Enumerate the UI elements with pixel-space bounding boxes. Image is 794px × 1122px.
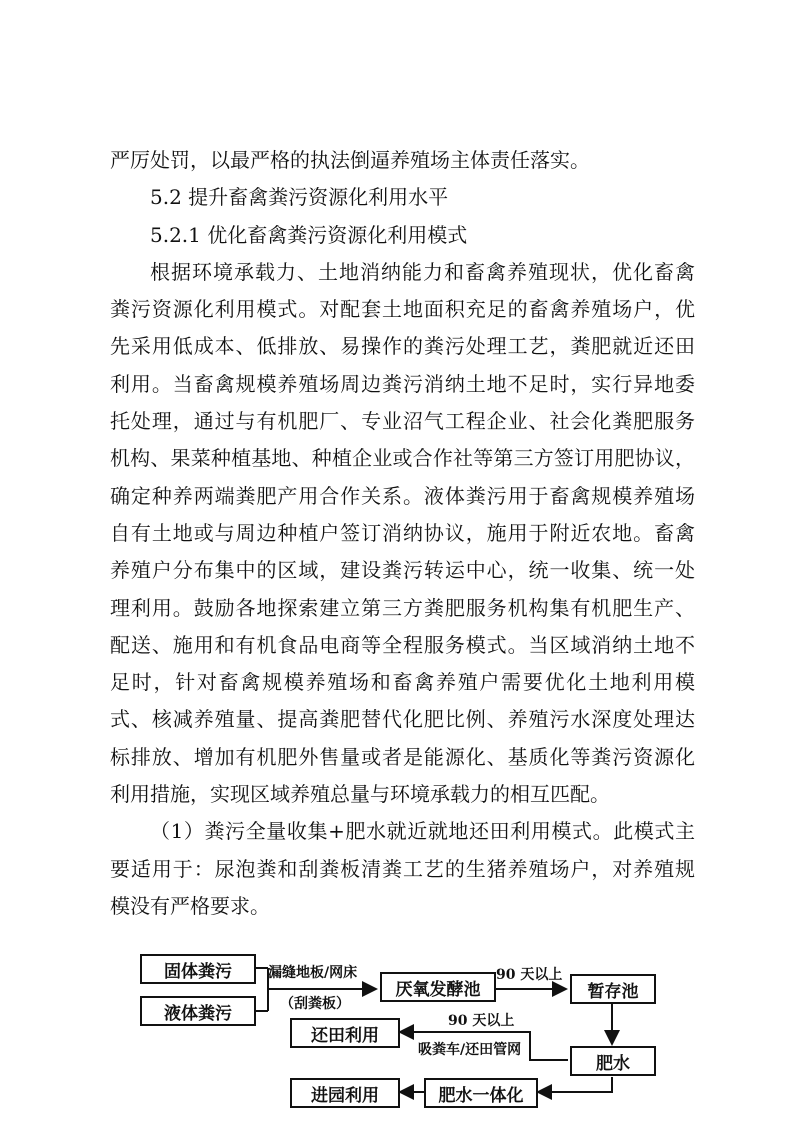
text-line: 配送、施用和有机食品电商等全程服务模式。当区域消纳土地不 [110, 632, 695, 657]
edge-label-scraper: （刮粪板） [280, 996, 350, 1012]
edge-label-truck: 吸粪车/还田管网 [418, 1042, 522, 1058]
text-line: 机构、果菜种植基地、种植企业或合作社等第三方签订用肥协议， [110, 446, 695, 471]
body-text [110, 142, 695, 925]
text-line: 要适用于：尿泡粪和刮粪板清粪工艺的生猪养殖场户，对养殖规 [110, 856, 695, 881]
text-line: 式、核减养殖量、提高粪肥替代化肥比例、养殖污水深度处理达 [110, 707, 695, 732]
text-line: 理利用。鼓励各地探索建立第三方粪肥服务机构集有机肥生产、 [110, 595, 695, 620]
text-line: 养殖户分布集中的区域，建设粪污转运中心，统一收集、统一处 [110, 558, 695, 583]
text-line: 先采用低成本、低排放、易操作的粪污处理工艺，粪肥就近还田 [110, 334, 695, 359]
arrow-to-integration [538, 1077, 612, 1092]
text-line: 严厉处罚，以最严格的执法倒逼养殖场主体责任落实。 [110, 148, 590, 172]
text-line: 托处理，通过与有机肥厂、专业沼气工程企业、社会化粪肥服务 [110, 409, 695, 434]
edge-label-floor: 漏缝地板/网床 [268, 965, 358, 981]
liquid-waste-box: 液体粪污 [140, 996, 256, 1026]
text-line: 利用。当畜禽规模养殖场周边粪污消纳土地不足时，实行异地委 [110, 371, 695, 396]
text-line: 模没有严格要求。 [110, 893, 270, 918]
text-line: 标排放、增加有机肥外售量或者是能源化、基质化等粪污资源化 [110, 744, 695, 769]
flowchart [0, 940, 794, 1122]
text-line: 根据环境承载力、土地消纳能力和畜禽养殖现状，优化畜禽 [150, 259, 695, 284]
integration-box: 肥水一体化 [424, 1078, 538, 1108]
edge-label-90-days-a: 90 天以上 [496, 967, 563, 983]
section-heading: 5.2 提升畜禽粪污资源化利用水平 [150, 185, 449, 210]
garden-use-box: 进园利用 [290, 1078, 400, 1108]
solid-waste-box: 固体粪污 [140, 954, 256, 984]
edge-label-90-days-b: 90 天以上 [448, 1013, 515, 1029]
text-line: 利用措施，实现区域养殖总量与环境承载力的相互匹配。 [110, 782, 610, 807]
anaerobic-tank-box: 厌氧发酵池 [380, 972, 496, 1002]
fertilizer-water-box: 肥水 [570, 1046, 656, 1076]
text-line: （1）粪污全量收集+肥水就近就地还田利用模式。此模式主 [150, 819, 695, 844]
text-line: 粪污资源化利用模式。对配套土地面积充足的畜禽养殖场户，优 [110, 297, 695, 322]
text-line: 确定种养两端粪肥产用合作关系。液体粪污用于畜禽规模养殖场 [110, 483, 695, 508]
storage-tank-box: 暂存池 [570, 974, 656, 1004]
text-line: 足时，针对畜禽规模养殖场和畜禽养殖户需要优化土地利用模 [110, 670, 695, 695]
section-heading: 5.2.1 优化畜禽粪污资源化利用模式 [150, 222, 468, 247]
field-return-box: 还田利用 [290, 1018, 400, 1048]
text-line: 自有土地或与周边种植户签订消纳协议，施用于附近农地。畜禽 [110, 520, 695, 545]
